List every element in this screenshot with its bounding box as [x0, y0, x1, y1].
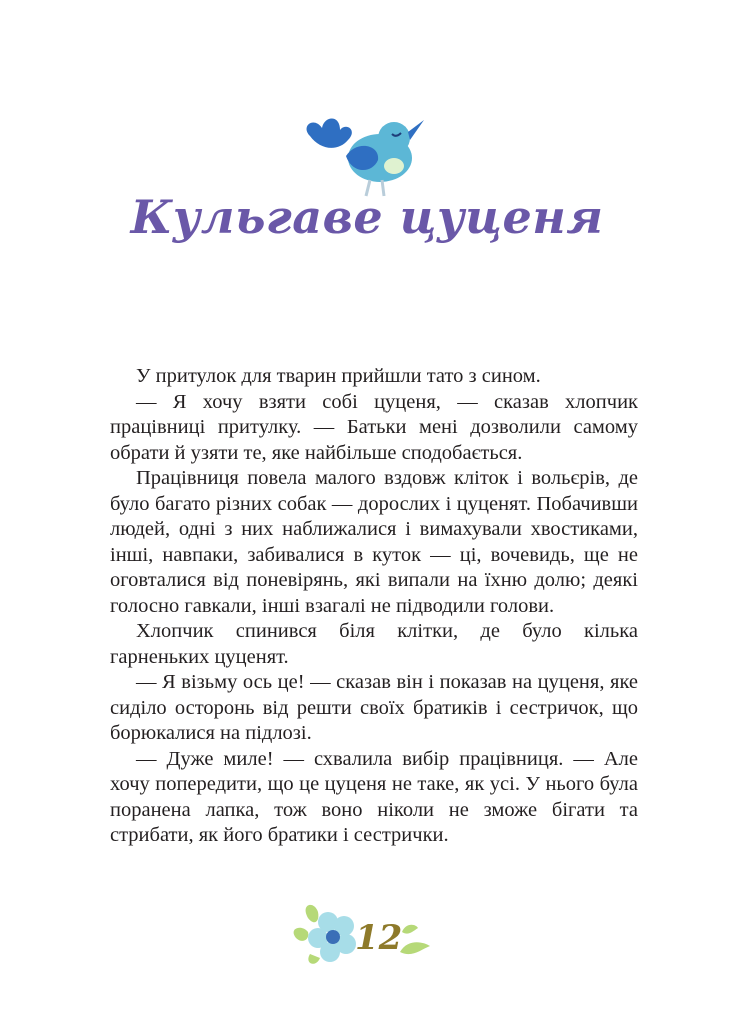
page-title: Кульгаве цуценя: [130, 190, 604, 244]
paragraph: Хлопчик спинився біля клітки, де було кілька гарненьких цуценят.: [110, 620, 638, 668]
story-text: [110, 364, 638, 849]
paragraph: — Я хочу взяти собі цуценя, — сказав хлопчик працівниці притулку. — Батьки мені дозволили самому обрати й узяти те, яке найбільше сподобається.: [110, 390, 638, 464]
page-number: 12: [355, 918, 403, 958]
bird-icon: [300, 108, 430, 200]
paragraph: — Дуже миле! — схвалила вибір працівниця. — Але хочу попередити, що це цуценя не таке, як усі. У нього була поранена лапка, тож воно ніколи не зможе бігати та стрибати, як його братики і сестрички.: [110, 747, 638, 846]
paragraph: У притулок для тварин прийшли тато з сином.: [136, 365, 541, 387]
paragraph: — Я візьму ось це! — сказав він і показав на цуценя, яке сиділо осторонь від решти своїх братиків і сестричок, що борюкалися на підлозі.: [110, 671, 638, 744]
paragraph: Працівниця повела малого вздовж кліток і вольєрів, де було багато різних собак — дорослих і цуценят. Побачивши людей, одні з них наближалися і вимахували хвостиками, інші, навпаки, забивалися в куток — ці, вочевидь, ще не оговталися від поневірянь, які випали на їхню долю; деякі голосно гавкали, інші взагалі не підводили голови.: [110, 467, 638, 617]
